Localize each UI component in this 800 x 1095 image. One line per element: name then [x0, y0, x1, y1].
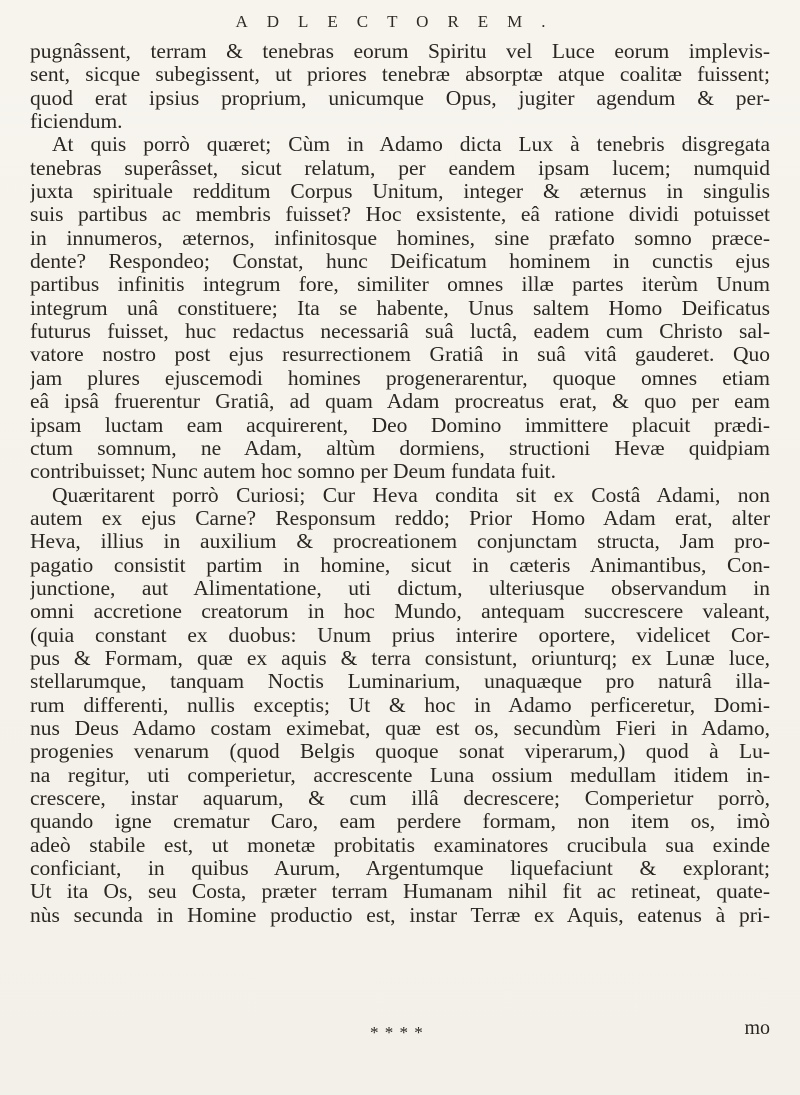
text-line: in innumeros, æternos, infinitosque homines, sine præfato somno præce- — [30, 226, 770, 250]
text-line: conficiant, in quibus Aurum, Argentumque liquefaciunt & explorant; — [30, 857, 770, 881]
text-line: sent, sicque subegissent, ut priores tenebræ absorptæ atque coalitæ fuissent; — [30, 63, 770, 87]
text-line: At quis porrò quæret; Cùm in Adamo dicta Lux à tenebris disgregata — [52, 133, 770, 157]
text-line: adeò stabile est, ut monetæ probitatis examinatores crucibula sua exinde — [30, 833, 770, 857]
text-line: pugnâssent, terram & tenebras eorum Spiritu vel Luce eorum implevis- — [30, 40, 770, 63]
text-line: Heva, illius in auxilium & procreationem conjunctam structa, Jam pro- — [30, 530, 770, 554]
text-line: quod erat ipsius proprium, unicumque Opus, jugiter agendum & per- — [30, 86, 770, 110]
catchword: mo — [744, 1017, 770, 1039]
text-line: autem ex ejus Carne? Responsum reddo; Prior Homo Adam erat, alter — [30, 506, 770, 530]
text-line: tenebras superâsset, sicut relatum, per eandem ipsam lucem; numquid — [30, 156, 770, 180]
running-head: ADLECTOREM. — [235, 12, 565, 31]
text-line: futurus fuisset, huc redactus necessariâ suâ luctâ, eadem cum Christo sal- — [30, 320, 770, 344]
signature-mark: * * * * — [370, 1023, 424, 1042]
text-line: stellarumque, tanquam Noctis Luminarium, unaquæque pro naturâ illa- — [30, 670, 770, 694]
text-line: omni accretione creatorum in hoc Mundo, antequam succrescere valeant, — [30, 600, 770, 624]
text-line: suis partibus ac membris fuisset? Hoc exsistente, eâ ratione dividi potuisset — [30, 203, 770, 227]
text-line: pus & Formam, quæ ex aquis & terra consistunt, oriunturq; ex Lunæ luce, — [30, 646, 770, 670]
text-line: ficiendum. — [30, 110, 123, 134]
text-line: nus Deus Adamo costam eximebat, quæ est os, secundùm Fieri in Adamo, — [30, 716, 770, 740]
text-line: jam plures ejuscemodi homines progenerarentur, quoque omnes etiam — [30, 366, 770, 390]
text-line: junctione, aut Alimentatione, uti dictum, ulteriusque observandum in — [30, 576, 770, 600]
text-line: rum differenti, nullis exceptis; Ut & hoc in Adamo perficeretur, Domi- — [30, 693, 770, 717]
text-line: dente? Respondeo; Constat, hunc Deificatum hominem in cunctis ejus — [30, 250, 770, 274]
text-line: (quia constant ex duobus: Unum prius interire oportere, videlicet Cor- — [30, 623, 770, 647]
text-line: ctum somnum, ne Adam, altùm dormiens, structioni Hevæ quidpiam — [30, 436, 770, 460]
text-line: pagatio consistit partim in homine, sicut in cæteris Animantibus, Con- — [30, 553, 770, 577]
text-line: crescere, instar aquarum, & cum illâ decrescere; Comperietur porrò, — [30, 787, 770, 810]
text-line: partibus infinitis integrum fore, similiter omnes illæ partes iterùm Unum — [30, 273, 770, 297]
text-line: Quæritarent porrò Curiosi; Cur Heva condita sit ex Costâ Adami, non — [52, 483, 770, 507]
text-line: eâ ipsâ fruerentur Gratiâ, ad quam Adam procreatus erat, & quo per eam — [30, 390, 770, 414]
text-line: progenies venarum (quod Belgis quoque sonat viperarum,) quod à Lu- — [30, 740, 770, 764]
text-line: Ut ita Os, seu Costa, præter terram Humanam nihil fit ac retineat, quate- — [30, 880, 770, 904]
text-line: ipsam luctam eam acquirerent, Deo Domino immittere placuit prædi- — [30, 413, 770, 437]
text-line: juxta spirituale redditum Corpus Unitum, integer & æternus in singulis — [30, 180, 770, 204]
page-footer — [30, 1017, 770, 1043]
text-line: vatore nostro post ejus resurrectionem Gratiâ in suâ vitâ gauderet. Quo — [30, 343, 770, 367]
body-text — [30, 40, 770, 927]
text-line: quando igne crematur Caro, eam perdere formam, non item os, imò — [30, 810, 770, 834]
text-line: contribuisset; Nunc autem hoc somno per Deum fundata fuit. — [30, 460, 557, 484]
text-line: integrum unâ constituere; Ita se habente, Unus saltem Homo Deificatus — [30, 296, 770, 320]
text-line: na regitur, uti comperietur, accrescente Luna ossium medullam itidem in- — [30, 763, 770, 787]
text-line: nùs secunda in Homine productio est, instar Terræ ex Aquis, eatenus à pri- — [30, 903, 770, 927]
